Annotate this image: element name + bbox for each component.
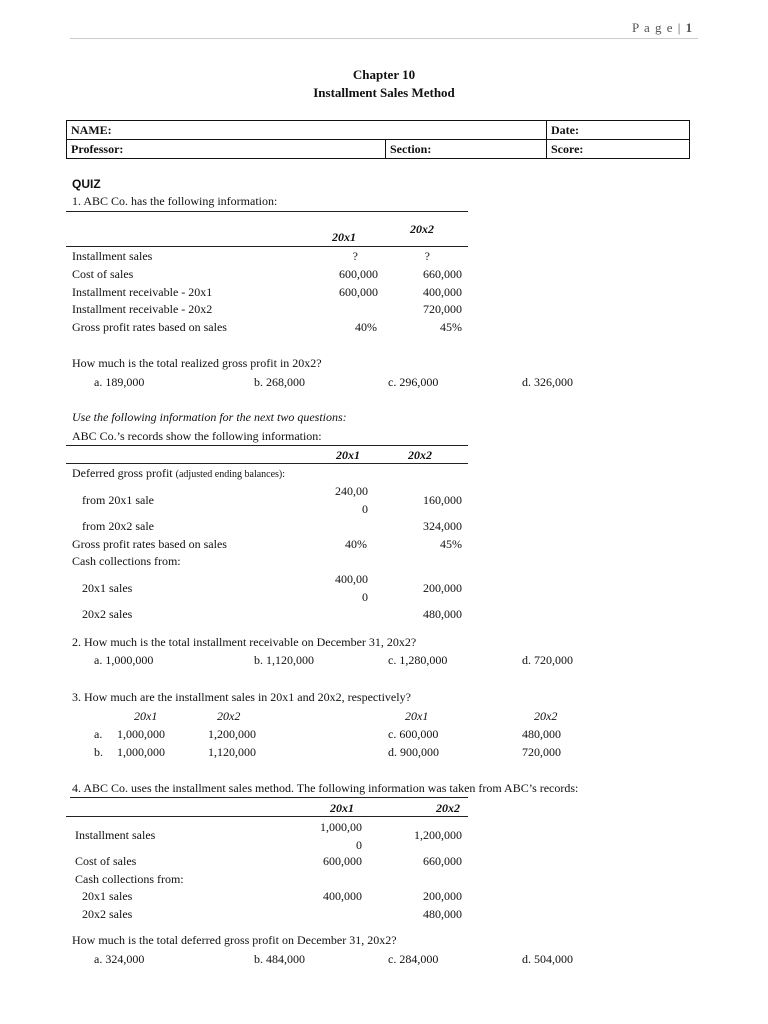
group-row-v2: 160,000 [423,493,462,507]
group-col2-header: 20x2 [408,448,432,462]
q3-header: 20x1 [405,709,429,723]
group-row-v1a: 240,00 [335,484,368,498]
group-row-v2: 200,000 [423,581,462,595]
group-row-label: Gross profit rates based on sales [72,537,227,551]
q4-row-v1: 400,000 [323,889,362,903]
q4-choice-b[interactable]: b. 484,000 [254,952,305,966]
q1-row-v2: 720,000 [423,302,462,316]
q3-choice-c-v4: 480,000 [522,727,561,741]
q4-question: How much is the total deferred gross profit on December 31, 20x2? [72,933,397,947]
dgp-label: Deferred gross profit (adjusted ending balances): [72,466,286,480]
q1-col1-header: 20x1 [332,230,356,244]
q4-rule-header [66,816,468,817]
q1-row-v2: 400,000 [423,285,462,299]
section-field[interactable]: Section: [386,140,547,159]
q1-row-label: Installment receivable - 20x1 [72,285,213,299]
q1-col2-header: 20x2 [410,222,434,236]
q4-col2-header: 20x2 [436,801,460,815]
q3-choice-b-v1: 1,000,000 [117,745,165,759]
group-row-v2: 324,000 [423,519,462,533]
q4-row-label: Cost of sales [75,854,137,868]
group-row-v2: 480,000 [423,607,462,621]
q1-choice-d[interactable]: d. 326,000 [522,375,573,389]
q4-row-v1: 600,000 [323,854,362,868]
page-label: P a g e | 1 [632,20,694,35]
group-row-v1: 40% [345,537,367,551]
q3-choice-a-v2: 1,200,000 [208,727,256,741]
q4-row-v2: 480,000 [423,907,462,921]
q4-row-label: Installment sales [75,828,156,842]
q1-row-v1: ? [352,249,358,263]
q2-choice-d[interactable]: d. 720,000 [522,653,573,667]
q1-row-label: Installment receivable - 20x2 [72,302,213,316]
group-row-v1a: 400,00 [335,572,368,586]
q1-rule-header [66,246,468,247]
chapter-title: Chapter 10 [352,67,416,82]
q4-row-label: Cash collections from: [75,872,184,886]
q1-row-v1: 40% [355,320,377,334]
q2-choice-b[interactable]: b. 1,120,000 [254,653,314,667]
q3-header: 20x2 [534,709,558,723]
date-field[interactable]: Date: [547,121,690,140]
professor-field[interactable]: Professor: [67,140,386,159]
q1-row-label: Cost of sales [72,267,134,281]
group-intro: Use the following information for the next two questions: [72,410,347,424]
name-field[interactable]: NAME: [67,121,547,140]
q4-row-v2: 200,000 [423,889,462,903]
group-row-label: from 20x2 sale [82,519,154,533]
q4-row-label: 20x2 sales [82,907,133,921]
q1-rule-top [66,211,468,212]
q2-choice-a[interactable]: a. 1,000,000 [94,653,154,667]
quiz-label: QUIZ [72,177,101,191]
q1-row-v2: 45% [440,320,462,334]
dgp-note: (adjusted ending balances): [175,469,286,480]
score-field[interactable]: Score: [547,140,690,159]
group-row-label: 20x2 sales [82,607,133,621]
header-rule [70,38,698,39]
student-info-table [66,120,690,159]
q1-row-v2: ? [424,249,430,263]
q3-choice-d-v4: 720,000 [522,745,561,759]
q4-row-v2: 1,200,000 [414,828,462,842]
q3-choice-a-label[interactable]: a. [94,727,103,741]
q1-choice-b[interactable]: b. 268,000 [254,375,305,389]
group-row-v2: 45% [440,537,462,551]
group-row-label: 20x1 sales [82,581,133,595]
q1-row-v1: 600,000 [339,285,378,299]
q3-choice-a-v1: 1,000,000 [117,727,165,741]
q1-choice-a[interactable]: a. 189,000 [94,375,145,389]
group-col1-header: 20x1 [336,448,360,462]
q4-choice-d[interactable]: d. 504,000 [522,952,573,966]
q3-choice-b-label[interactable]: b. [94,745,103,759]
group-rule-header [66,463,468,464]
q4-rule-top [70,797,468,798]
q4-col1-header: 20x1 [330,801,354,815]
chapter-subtitle: Installment Sales Method [313,85,455,100]
q4-choice-c[interactable]: c. 284,000 [388,952,439,966]
q1-row-v2: 660,000 [423,267,462,281]
q4-choice-a[interactable]: a. 324,000 [94,952,145,966]
q4-row-v1a: 1,000,00 [320,820,362,834]
group-row-label: from 20x1 sale [82,493,154,507]
q1-prompt: 1. ABC Co. has the following information: [72,194,278,208]
q4-row-v1b: 0 [356,838,362,852]
q3-question: 3. How much are the installment sales in 20x1 and 20x2, respectively? [72,690,411,704]
q3-choice-c[interactable]: c. 600,000 [388,727,439,741]
q3-choice-d[interactable]: d. 900,000 [388,745,439,759]
q4-row-label: 20x1 sales [82,889,133,903]
group-row-v1b: 0 [362,590,368,604]
q1-row-v1: 600,000 [339,267,378,281]
q4-prompt: 4. ABC Co. uses the installment sales method. The following information was taken from ABC’s records: [72,781,579,795]
q2-question: 2. How much is the total installment receivable on December 31, 20x2? [72,635,417,649]
group-row-label: Cash collections from: [72,554,181,568]
q2-choice-c[interactable]: c. 1,280,000 [388,653,448,667]
group-row-v1b: 0 [362,502,368,516]
q1-row-label: Installment sales [72,249,153,263]
q3-choice-b-v2: 1,120,000 [208,745,256,759]
page-number: 1 [685,20,694,35]
q3-header: 20x1 [134,709,158,723]
group-rule-top [66,445,468,446]
group-prompt: ABC Co.’s records show the following information: [72,429,322,443]
q3-header: 20x2 [217,709,241,723]
q1-question: How much is the total realized gross profit in 20x2? [72,356,322,370]
q4-row-v2: 660,000 [423,854,462,868]
q1-row-label: Gross profit rates based on sales [72,320,227,334]
q1-choice-c[interactable]: c. 296,000 [388,375,439,389]
